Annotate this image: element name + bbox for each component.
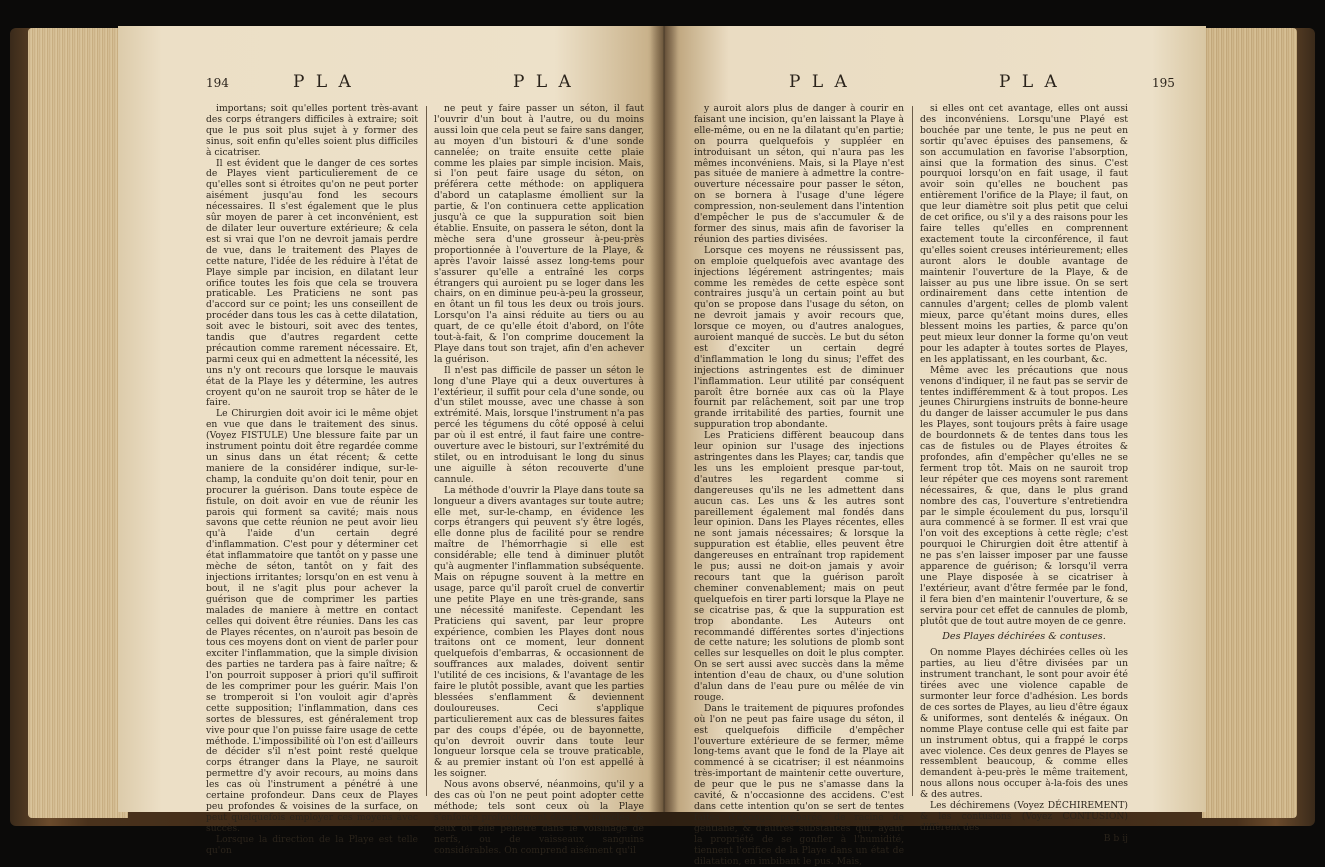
running-head-right-col1: P L A [789, 72, 850, 92]
paragraph: si elles ont cet avantage, elles ont aussi des inconvéniens. Lorsqu'une Playé est bouchée par une tente, le pus ne peut en sortir qu'avec épuises des pansemens, & son accumulation en favorise l'absorption, ainsi que la formation des sinus. C'est pourquoi lorsqu'on en fait usage, il faut avoir soin qu'elles ne bouchent pas entièrement l'orifice de la Playe; il faut, on que leur diamètre soit plus petit que celui de cet orifice, ou s'il y a des raisons pour les faire telles qu'elles en comprennent exactement toute la circonférence, il faut qu'elles soient creuses intérieurement; elles auront alors le double avantage de maintenir l'ouverture de la Playe, & de laisser au pus une libre issue. On se sert ordinairement dans cette intention de cannules d'argent; celles de plomb valent mieux, parce qu'étant moins dures, elles blessent moins les parties, & parce qu'on peut mieux leur donner la forme qu'on veut pour les adapter à toutes sortes de Playes, en les applatissant, en les courbant, &c. [920, 103, 1128, 365]
page-number-right: 195 [1152, 76, 1175, 90]
column-rule [426, 106, 427, 796]
right-page [664, 26, 1206, 867]
paragraph: Le Chirurgien doit avoir ici le même objet en vue que dans le traitement des sinus. (Voyez FISTULE) Une blessure faite par un instrument pointu doit être regardée comme un sinus dans un état récent; & cette maniere de la considérer indique, sur-le-champ, la conduite qu'on doit tenir, pour en procurer la guérison. Dans toute espèce de fistule, on doit avoir en vue de réunir les parois qui forment sa cavité; mais nous savons que cette réunion ne peut avoir lieu qu'à l'aide d'un certain degré d'inflammation. C'est pour y déterminer cet état inflammatoire que tantôt on y passe une mèche de séton, tantôt on y fait des injections irritantes; lorsqu'on en est venu à bout, il ne s'agit plus pour achever la guérison que de comprimer les parties malades de maniere à mettre en contact celles qui doivent être réunies. Dans les cas de Playes récentes, on n'auroit pas besoin de tous ces moyens dont on vient de parler pour exciter l'inflammation, que la simple division des parties ne tardera pas à faire naître; & l'on pourroit supposer à priori qu'il suffiroit de les comprimer pour les guérir. Mais l'on se tromperoit si l'on vouloit agir d'après cette supposition; l'inflammation, dans ces sortes de blessures, est généralement trop vive pour que l'on puisse faire usage de cette méthode. L'impossibilité où l'on est d'ailleurs de décider s'il n'est point resté quelque corps étranger dans la Playe, ne sauroit permettre d'y avoir recours, au moins dans les cas où l'instrument a pénétré à une certaine profondeur. Dans ceux de Playes peu profondes & voisines de la surface, on peut quelquefois employer ces moyens avec succès. [206, 408, 418, 834]
paragraph: y auroit alors plus de danger à courir en faisant une incision, qu'en laissant la Playe à elle-même, ou en ne la dilatant qu'en partie; on pourra quelquefois y suppléer en introduisant un séton, qui n'aura pas les mêmes inconvéniens. Mais, si la Playe n'est pas située de maniere à admettre la contre-ouverture nécessaire pour passer le séton, on se bornera à l'usage d'une légere compression, non-seulement dans l'intention d'empêcher le pus de s'accumuler & de former des sinus, mais afin de favoriser la réunion des parties divisées. [694, 103, 904, 245]
running-head-left-col1: P L A [293, 72, 354, 92]
paragraph: Dans le traitement de piquures profondes où l'on ne peut pas faire usage du séton, il est quelquefois difficile d'empêcher l'ouverture extérieure de se fermer, même long-tems avant que le fond de la Playe ait commencé à se cicatriser; il est néanmoins très-important de maintenir cette ouverture, de peur que le pus ne s'amasse dans la cavité, & n'occasionne des accidens. C'est dans cette intention qu'on se sert de tentes faites d'éponge préparée, de racine de gentiane, & d'autres substances qui, ayant la propriété de se gonfler à l'humidité, tiennent l'orifice de la Playe dans un état de dilatation, en imbibant le pus. Mais, [694, 702, 904, 867]
page-edges-left [28, 28, 128, 818]
paragraph: Lorsque la direction de la Playe est telle qu'on [206, 833, 418, 856]
book [10, 20, 1315, 867]
paragraph: Il est évident que le danger de ces sortes de Playes vient particulierement de ce qu'elles sont si étroites qu'on ne peut porter aisément jusqu'au fond les secours nécessaires. Il s'est également que le plus sûr moyen de parer à cet inconvénient, est de dilater leur ouverture extérieure; & cela est si vrai que l'on ne devroit jamais perdre de vue, dans le traitement des Playes de cette nature, l'idée de les réduire à l'état de Playe simple par incision, en dilatant leur orifice toutes les fois que cela se trouvera praticable. Les Praticiens ne sont pas d'accord sur ce point; les uns conseillent de procéder dans tous les cas à cette dilatation, soit avec le bistouri, soit avec des tentes, tandis que d'autres regardent cette précaution comme rarement nécessaire. Et, parmi ceux qui en admettent la nécessité, les uns n'y ont recours que lorsque le mauvais état de la Playe les y détermine, les autres croyent qu'on ne sauroit trop se hâter de le faire. [206, 157, 418, 409]
paragraph: Nous avons observé, néanmoins, qu'il y a des cas où l'on ne peut point adopter cette méthode; tels sont ceux où la Playe s'enfonce profondément dans les muscles, & ceux où elle pénètre dans le voisinage de nerfs, ou de vaisseaux sanguins considérables. On comprend aisément qu'il [434, 779, 644, 856]
column-rule [912, 106, 913, 796]
running-head-left-col2: P L A [513, 72, 574, 92]
left-page-column-1 [206, 103, 418, 856]
paragraph: Lorsque ces moyens ne réussissent pas, on emploie quelquefois avec avantage des injections légérement astringentes; mais comme les remèdes de cette espèce sont contraires jusqu'à un certain point au but qu'on se propose dans l'usage du séton, on ne devroit jamais y avoir recours que, lorsque ce moyen, ou d'autres analogues, auroient manqué de succès. Le but du séton est d'exciter un certain degré d'inflammation le long du sinus; l'effet des injections astringentes est de diminuer l'inflammation. Leur utilité par conséquent paroît être bornée aux cas où la Playe fournit par relâchement, soit par une trop grande irritabilité des parties, fournit une suppuration trop abondante. [694, 244, 904, 431]
paragraph: La méthode d'ouvrir la Playe dans toute sa longueur a divers avantages sur toute autre; elle met, sur-le-champ, en évidence les corps étrangers qui peuvent s'y être logés, elle donne plus de facilité pour se rendre maître de l'hémorrhagie si elle est considérable; elle tend à diminuer plutôt qu'à augmenter l'inflammation subséquente. Mais on répugne souvent à la mettre en usage, parce qu'il paroît cruel de convertir une petite Playe en une très-grande, sans une nécessité manifeste. Cependant les Praticiens qui savent, par leur propre expérience, combien les Playes dont nous traitons ont ce moment, leur donnent quelquefois d'embarras, & occasionnent de souffrances aux malades, doivent sentir l'utilité de ces incisions, & l'avantage de les faire le plutôt possible, avant que les parties blessées s'enflamment & deviennent douloureuses. Ceci s'applique particulierement aux cas de blessures faites par des coups d'épée, ou de bayonnette, qu'on devroit ouvrir dans toute leur longueur lorsque cela se trouve praticable, & au premier instant où l'on est appellé à les soigner. [434, 484, 644, 780]
paragraph: importans; soit qu'elles portent très-avant des corps étrangers difficiles à extraire; soit que le pus soit plus sujet à y former des sinus, soit enfin qu'elles soient plus difficiles à cicatriser. [206, 103, 418, 158]
right-page-column-1 [694, 103, 904, 867]
paragraph: Il n'est pas difficile de passer un séton le long d'une Playe qui a deux ouvertures à l'extérieur, il suffit pour cela d'une sonde, ou d'un stilet mousse, avec une chasse à son extrémité. Mais, lorsque l'instrument n'a pas percé les tégumens du côté opposé à celui par où il est entré, il faut faire une contre-ouverture avec le bistouri, sur l'extrémité du stilet, ou en introduisant le long du sinus une aiguille à séton recouverte d'une cannule. [434, 364, 644, 485]
section-subheading: Des Playes déchirées & contuses. [942, 630, 1106, 642]
signature-mark: B b ij [1103, 832, 1128, 844]
page-number-left: 194 [206, 76, 229, 90]
page-edges-right [1202, 28, 1297, 818]
right-page-column-2 [920, 103, 1128, 844]
paragraph: Les Praticiens diffèrent beaucoup dans leur opinion sur l'usage des injections astringentes dans les Playes; car, tandis que les uns les emploient presque par-tout, d'autres les regardent comme si dangereuses qu'ils ne les admettent dans aucun cas. Les uns & les autres sont pareillement également mal fondés dans leur opinion. Dans les Playes récentes, elles ne sont jamais nécessaires; & lorsque la suppuration est établie, elles peuvent être dangereuses en entraînant trop rapidement le pus; aussi ne doit-on jamais y avoir recours tant que la guérison paroît cheminer convenablement; mais on peut quelquefois en tirer parti lorsque la Playe ne se cicatrise pas, & que la suppuration est trop abondante. Les Auteurs ont recommandé différentes sortes d'injections de cette nature; les solutions de plomb sont celles sur lesquelles on doit le plus compter. On se sert aussi avec succès dans la même intention d'eau de chaux, ou d'une solution d'alun dans de l'eau pure ou mêlée de vin rouge. [694, 430, 904, 703]
paragraph: Même avec les précautions que nous venons d'indiquer, il ne faut pas se servir de tentes indifféremment & à tout propos. Les jeunes Chirurgiens instruits de bonne-heure du danger de laisser accumuler le pus dans les Playes, sont toujours prêts à faire usage de bourdonnets & de tentes dans tous les cas de fistules ou de Playes étroites & profondes, afin d'empêcher qu'elles ne se ferment trop tôt. Mais on ne sauroit trop leur répéter que ces moyens sont rarement nécessaires, & que, dans le plus grand nombre des cas, l'ouverture s'entretiendra par le simple écoulement du pus, lorsqu'il aura commencé à se former. Il est vrai que l'on voit des exceptions à cette règle; c'est pourquoi le Chirurgien doit être attentif à ne pas s'en laisser imposer par une fausse apparence de guérison; & lorsqu'il verra une Playe disposée à se cicatriser à l'extérieur, avant d'être fermée par le fond, il fera bien d'en maintenir l'ouverture, & se servira pour cet effet de cannules de plomb, plutôt que de tout autre moyen de ce genre. [920, 364, 1128, 627]
left-page [118, 26, 664, 856]
paragraph: Les déchiremens (Voyez DÉCHIREMENT) & les contusions (Voyez CONTUSION) diffèrent des [920, 800, 1128, 833]
paragraph: On nomme Playes déchirées celles où les parties, au lieu d'être divisées par un instrument tranchant, le sont pour avoir été tirées avec une violence capable de surmonter leur force d'adhésion. Les bords de ces sortes de Playes, au lieu d'être égaux & uniformes, sont dentelés & inégaux. On nomme Playe contuse celle qui est faite par un instrument obtus, qui a frappé le corps avec violence. Ces deux genres de Playes se ressemblent beaucoup, & comme elles demandent à-peu-près le même traitement, nous allons nous occuper à-la-fois des unes & des autres. [920, 647, 1128, 801]
running-head-right-col2: P L A [999, 72, 1060, 92]
paragraph: ne peut y faire passer un séton, il faut l'ouvrir d'un bout à l'autre, ou du moins aussi loin que cela peut se faire sans danger, au moyen d'un bistouri & d'une sonde cannelée; on traite ensuite cette plaie comme les plaies par simple incision. Mais, si l'on peut faire usage du séton, on préférera cette méthode: on appliquera d'abord un cataplasme émollient sur la partie, & l'on continuera cette application jusqu'à ce que la suppuration soit bien établie. Ensuite, on passera le séton, dont la mèche sera d'une grosseur à-peu-près proportionnée à l'ouverture de la Playe, & après l'avoir laissé assez long-tems pour s'assurer qu'elle a entraîné les corps étrangers qui auroient pu se loger dans les chairs, on en diminue peu-à-peu la grosseur, en ôtant un fil tous les deux ou trois jours. Lorsqu'on l'a ainsi réduite au tiers ou au quart, de ce qu'elle étoit d'abord, on l'ôte tout-à-fait, & l'on comprime doucement la Playe dans tout son trajet, afin d'en achever la guérison. [434, 103, 644, 365]
left-page-column-2 [434, 103, 644, 856]
